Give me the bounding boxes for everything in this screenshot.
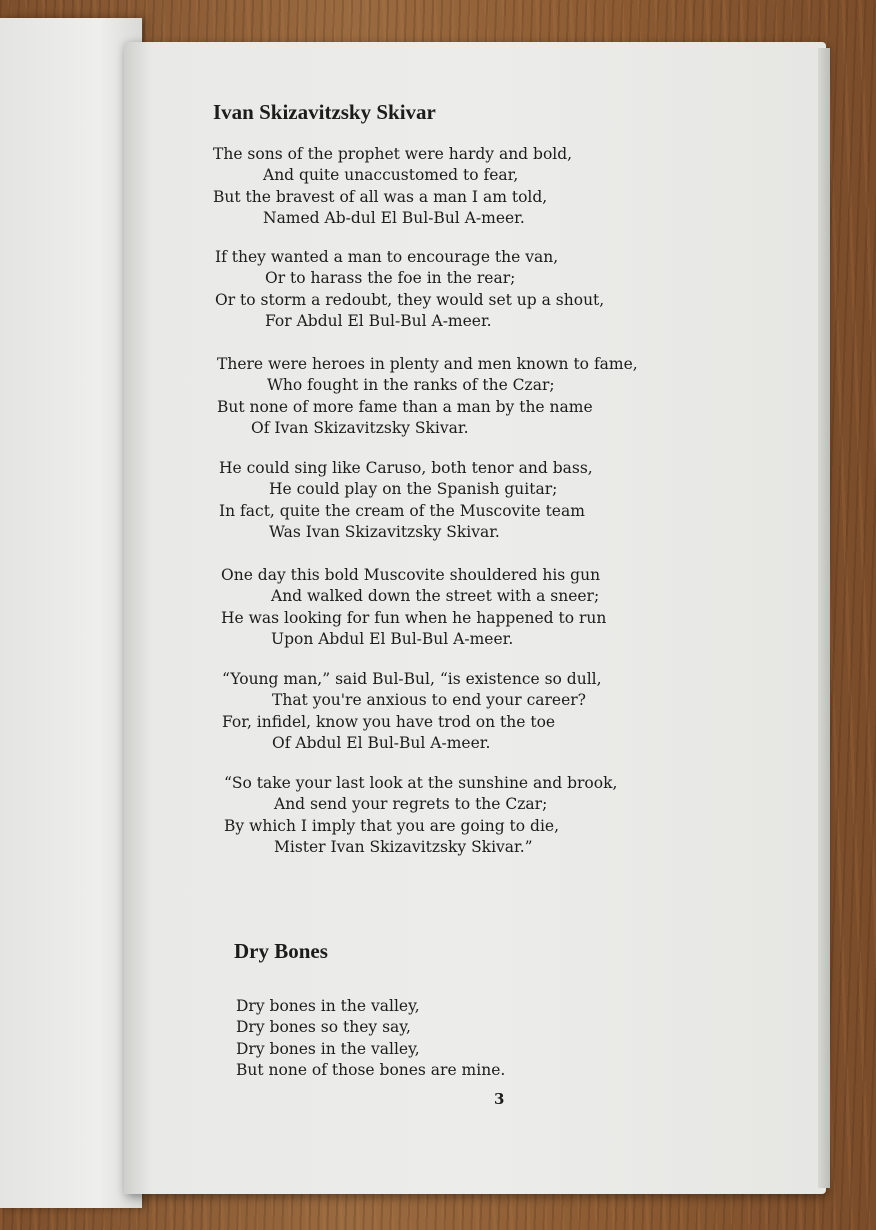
stanza <box>217 354 638 439</box>
poem-line: Upon Abdul El Bul-Bul A-meer. <box>271 629 514 648</box>
poem-line: In fact, quite the cream of the Muscovite team <box>219 501 585 520</box>
stanza <box>213 144 572 229</box>
poem-line: But the bravest of all was a man I am told, <box>213 187 548 206</box>
stanza <box>224 773 617 858</box>
poem-line: Dry bones in the valley, <box>236 997 420 1015</box>
stanza <box>215 247 604 332</box>
poem-line: He could sing like Caruso, both tenor and bass, <box>219 459 593 477</box>
poem-line: For, infidel, know you have trod on the toe <box>222 712 556 731</box>
poem-line: Or to storm a redoubt, they would set up a shout, <box>215 290 605 309</box>
poem-line: Named Ab-dul El Bul-Bul A-meer. <box>263 208 525 227</box>
poem-line: And walked down the street with a sneer; <box>271 587 600 606</box>
poem-line: One day this bold Muscovite shouldered his gun <box>221 566 601 584</box>
poem-line: “Young man,” said Bul-Bul, “is existence so dull, <box>222 670 602 688</box>
poem-line: Of Ivan Skizavitzsky Skivar. <box>251 418 469 437</box>
poem-line: Was Ivan Skizavitzsky Skivar. <box>269 522 500 541</box>
poem-line: But none of those bones are mine. <box>236 1060 506 1079</box>
poem-line: That you're anxious to end your career? <box>272 691 586 710</box>
stanza <box>219 458 593 543</box>
stanza <box>222 669 602 754</box>
poem-line: “So take your last look at the sunshine and brook, <box>224 774 618 792</box>
poem-title: Ivan Skizavitzsky Skivar <box>213 100 436 124</box>
poem-line: Mister Ivan Skizavitzsky Skivar.” <box>274 837 533 856</box>
poem-line: Who fought in the ranks of the Czar; <box>267 376 555 395</box>
poem-line: If they wanted a man to encourage the van, <box>215 248 559 266</box>
poem-line: But none of more fame than a man by the name <box>217 397 593 416</box>
poem-line: And quite unaccustomed to fear, <box>263 166 519 185</box>
poem-line: By which I imply that you are going to die, <box>224 816 560 835</box>
page-number: 3 <box>494 1090 505 1108</box>
poem-line: For Abdul El Bul-Bul A-meer. <box>265 311 492 330</box>
poem-line: The sons of the prophet were hardy and bold, <box>213 145 573 163</box>
poem-line: Of Abdul El Bul-Bul A-meer. <box>272 733 491 752</box>
poem-title: Dry Bones <box>234 939 328 963</box>
poem-line: There were heroes in plenty and men known to fame, <box>217 355 638 373</box>
poem-line: He could play on the Spanish guitar; <box>269 480 558 499</box>
stanza <box>236 996 505 1081</box>
poem-line: He was looking for fun when he happened to run <box>221 608 607 627</box>
poem-line: Dry bones so they say, <box>236 1018 411 1037</box>
poem-line: And send your regrets to the Czar; <box>274 795 548 814</box>
stanza <box>221 565 606 650</box>
poem-line: Dry bones in the valley, <box>236 1039 420 1058</box>
poem-line: Or to harass the foe in the rear; <box>265 269 516 288</box>
